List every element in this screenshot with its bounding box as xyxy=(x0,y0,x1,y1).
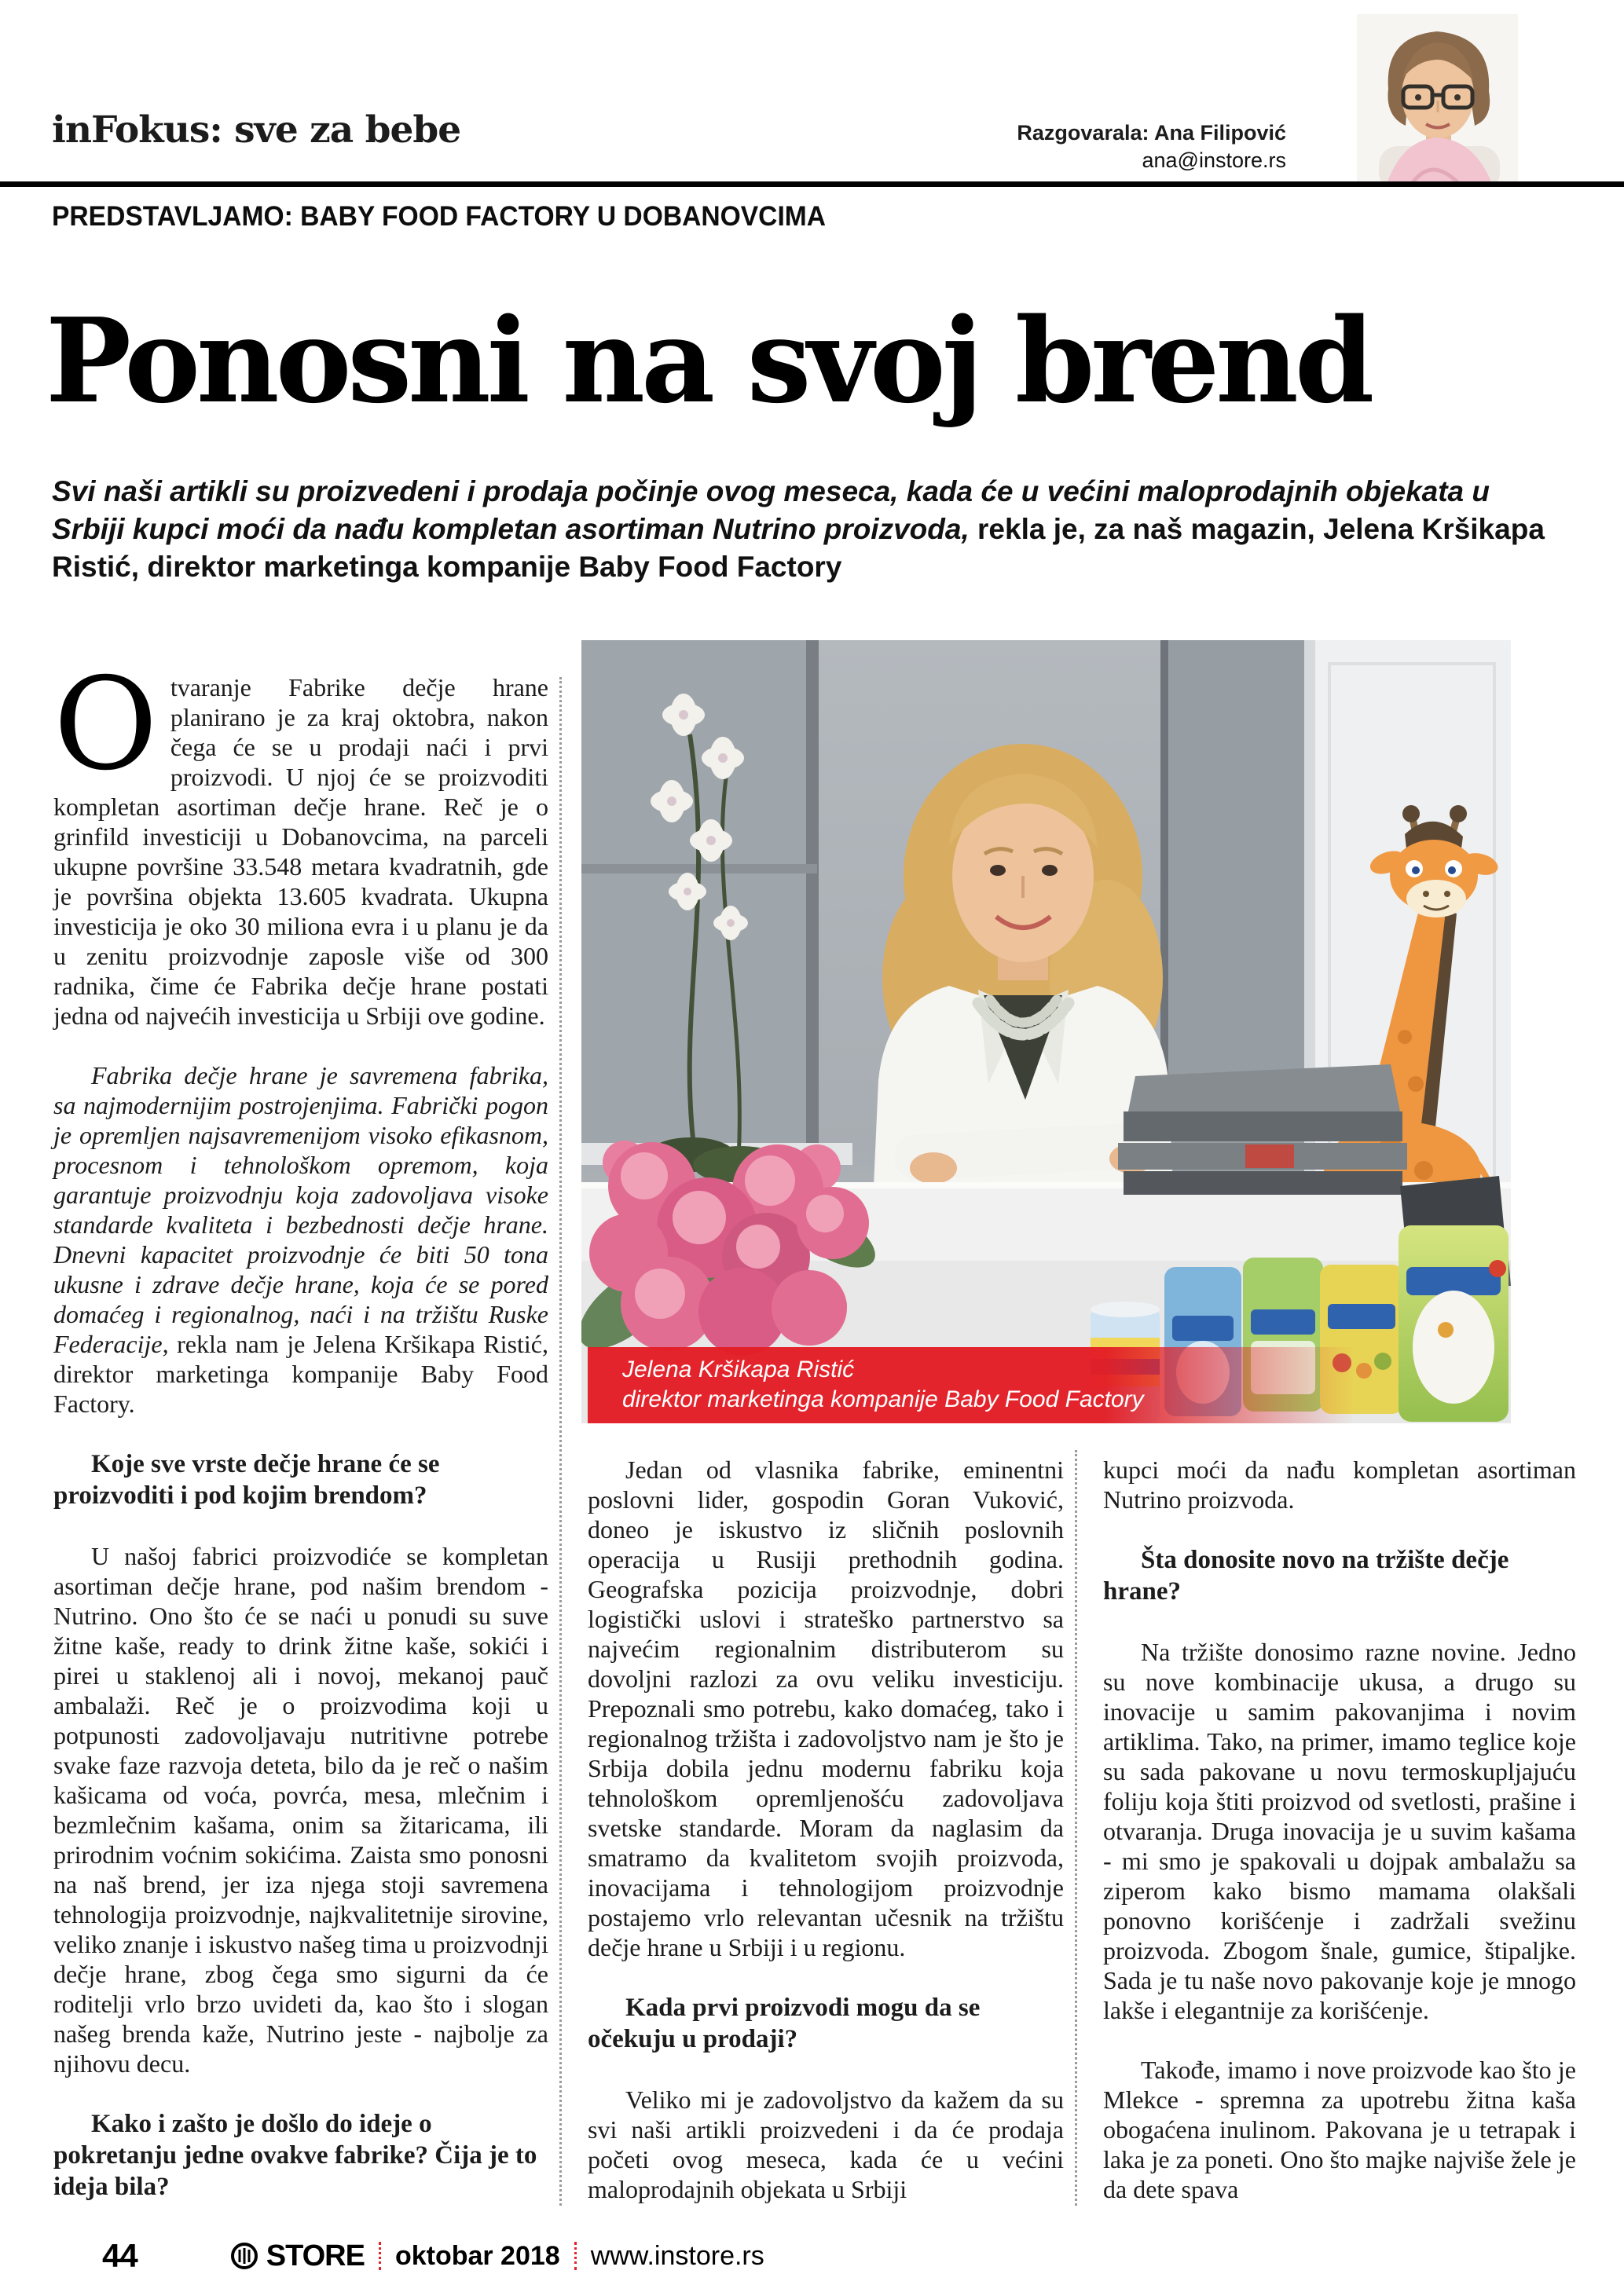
footer-divider xyxy=(379,2242,381,2270)
article-column-3 xyxy=(1103,1455,1576,2234)
lead-quote: Svi naši artikli su proizvedeni i prodaja počinje ovog meseca, kada će u većini maloprodajnih objekata u Srbiji kupci moći da nađu kompletan asortiman Nutrino proizvoda, xyxy=(52,475,1490,545)
caption-name: Jelena Kršikapa Ristić xyxy=(622,1357,855,1382)
issue-date: oktobar 2018 xyxy=(394,2240,560,2271)
article-column-2 xyxy=(588,1455,1064,2234)
photo-caption xyxy=(588,1347,1511,1423)
quote-attribution: rekla nam je Jelena Kršikapa Ristić, direktor marketinga kompanije Baby Food Factory. xyxy=(53,1330,548,1418)
drop-cap: O xyxy=(53,651,158,799)
paragraph: U našoj fabrici proizvodiće se kompletan asortiman dečje hrane, pod našim brendom - Nutrino. Ono što će se naći u ponudi su suve žitne kaše, ready to drink žitne kaše, sokići i pirei u staklenoj ali i novoj, mekanoj pauč ambalaži. Reč je o proizvodima koji u potpunosti zadovoljavaju nutritivne potrebe svake faze razvoja deteta, bilo da je reč o našim kašicama od voća, povrća, mesa, mlečnim i bezmlečnim kašama, onim sa žitaricama, ili prirodnim voćnim sokićima. Zaista smo ponosni na naš brend, jer iza njega stoji savremena tehnologija proizvodnje, najkvalitetnije sirovine, veliko znanje i iskustvo našeg tima u proizvodnji dečje hrane, zbog čega smo sigurni da će roditelji vrlo brzo uvideti da, kao što i slogan našeg brenda kaže, Nutrino jeste - najbolje za njihovu decu. xyxy=(53,1542,548,2078)
paragraph: kupci moći da nađu kompletan asortiman Nutrino proizvoda. xyxy=(1103,1456,1576,1514)
column-divider-left xyxy=(559,677,562,2206)
paragraph xyxy=(53,1060,548,1419)
page-footer xyxy=(102,2237,764,2275)
author-portrait xyxy=(1357,14,1518,184)
paragraph-text: tvaranje Fabrike dečje hrane planirano je za kraj oktobra, nakon čega će se u prodaji naći i prvi proizvodi. U njoj će se proizvoditi kompletan asortiman dečje hrane. Reč je o grinfild investiciji u Dobanovcima, na parceli ukupne površine 33.548 metara kvadratnih, gde je površina objekta 13.605 kvadrata. Ukupna investicija je oko 30 miliona evra i u planu je da u zenitu proizvodnje zaposle više od 300 radnika, čime će Fabrika dečje hrane postati jedna od najvećih investicija u Srbiji ove godine. xyxy=(53,673,548,1030)
website-link[interactable]: www.instore.rs xyxy=(590,2240,764,2271)
paragraph: Takođe, imamo i nove proizvode kao što je Mlekce - spremna za upotrebu žitna kaša obogaćena inulinom. Pakovana je u tetrapak i laka je za poneti. Ono što majke najviše žele je da dete spava xyxy=(1103,2056,1576,2203)
interview-question: Kada prvi proizvodi mogu da se očekuju u prodaji? xyxy=(588,1994,981,2053)
paragraph: Veliko mi je zadovoljstvo da kažem da su svi naši artikli proizvedeni i da će prodaja početi ovog meseca, kada će u većini maloprodajnih objekata u Srbiji xyxy=(588,2085,1064,2203)
instore-logo-icon xyxy=(230,2242,258,2270)
magazine-name: STORE xyxy=(266,2239,365,2272)
interview-photo-illustration xyxy=(581,640,1511,1423)
footer-divider xyxy=(574,2242,577,2270)
interview-photo xyxy=(581,640,1511,1423)
interview-question: Šta donosite novo na tržište dečje hrane? xyxy=(1103,1546,1509,1606)
article-column-1 xyxy=(53,651,548,2232)
page-number: 44 xyxy=(102,2237,137,2274)
header-rule xyxy=(0,181,1624,187)
lead-attribution: rekla je, za naš magazin, Jelena Kršikapa Ristić, direktor marketinga kompanije Baby Food Factory xyxy=(52,513,1545,583)
author-portrait-illustration xyxy=(1357,14,1518,184)
caption-role: direktor marketinga kompanije Baby Food Factory xyxy=(622,1386,1144,1412)
byline-author: Razgovarala: Ana Filipović xyxy=(1017,121,1286,145)
byline xyxy=(1017,119,1286,174)
paragraph xyxy=(53,651,548,1031)
kicker: PREDSTAVLJAMO: BABY FOOD FACTORY U DOBANOVCIMA xyxy=(52,201,827,232)
interview-question: Koje sve vrste dečje hrane će se proizvoditi i pod kojim brendom? xyxy=(53,1450,440,1510)
headline: Ponosni na svoj brend xyxy=(46,292,1371,429)
column-divider-right xyxy=(1075,1450,1077,2206)
paragraph: Na tržište donosimo razne novine. Jedno su nove kombinacije ukusa, a drugo su inovacije u samim pakovanjima i novim artiklima. Tako, na primer, imamo teglice koje su sada pakovane u novu termoskupljajuću foliju koja štiti proizvod od svetlosti, prašine i otvaranja. Druga inovacija je u suvim kašama - mi smo je spakovali u dojpak ambalažu sa ziperom kako bismo mamama olakšali ponovno korišćenje i zadržali svežinu proizvoda. Zbogom šnale, gumice, štipaljke. Sada je tu naše novo pakovanje koje je mnogo lakše i elegantnije za korišćenje. xyxy=(1103,1638,1576,2024)
interview-question: Kako i zašto je došlo do ideje o pokretanju jedne ovakve fabrike? Čija je to ideja bila? xyxy=(53,2110,537,2201)
lead-paragraph xyxy=(52,473,1556,586)
byline-email-link[interactable]: ana@instore.rs xyxy=(1142,148,1286,172)
section-title: inFokus: sve za bebe xyxy=(52,108,461,152)
quote-italic: Fabrika dečje hrane je savremena fabrika, sa najmodernijim postrojenjima. Fabrički pogon je opremljen najsavremenijom visoko efikasnom, procesnom i tehnološkom opremom, koja garantuje proizvodnju koja zadovoljava visoke standarde kvaliteta i bezbednosti dečje hrane. Dnevni kapacitet proizvodnje će biti 50 tona ukusne i zdrave dečje hrane, koja će se pored domaćeg i regionalnog, naći i na tržištu Ruske Federacije, xyxy=(53,1061,548,1358)
paragraph: Jedan od vlasnika fabrike, eminentni poslovni lider, gospodin Goran Vuković, doneo je iskustvo iz sličnih poslovnih operacija u Rusiji prethodnih godina. Geografska pozicija proizvodnje, dobri logistički uslovi i strateško partnerstvo sa najvećim regionalnim distributerom su dovoljni razlozi za ovu veliku investiciju. Prepoznali smo potrebu, kako domaćeg, tako i regionalnog tržišta i zadovoljstvo nam je što je Srbija dobila jednu modernu fabriku koja tehnološkom opremljenošću zadovoljava svetske standarde. Moram da naglasim da smatramo da kvalitetom svojih proizvoda, inovacijama i tehnologijom proizvodnje postajemo vrlo relevantan učesnik na tržištu dečje hrane u Srbiji i u regionu. xyxy=(588,1456,1064,1961)
